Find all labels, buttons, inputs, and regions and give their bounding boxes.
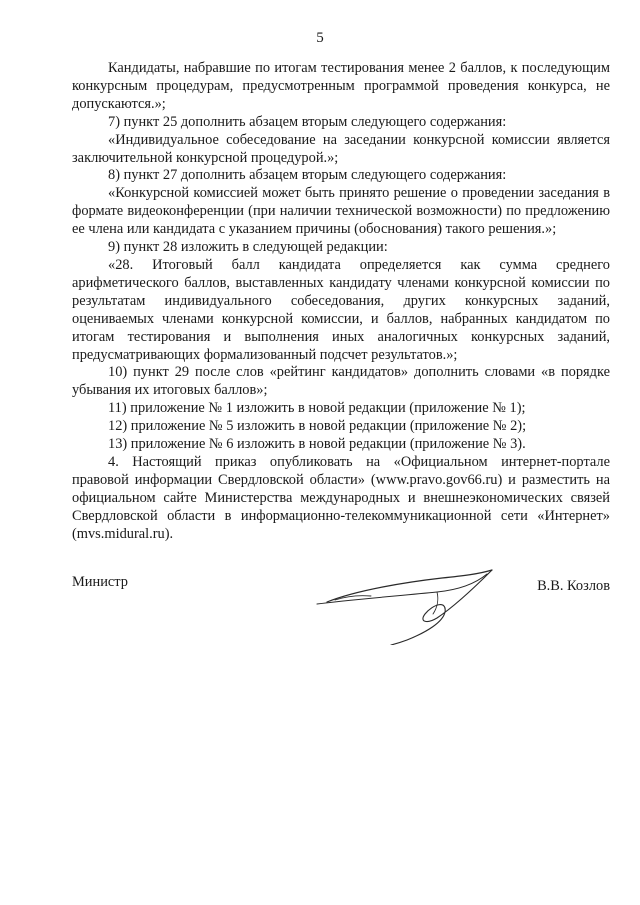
paragraph: 12) приложение № 5 изложить в новой редакции (приложение № 2);	[108, 418, 527, 435]
page-number: 5	[316, 30, 324, 46]
signature-block	[72, 560, 610, 650]
paragraph: 8) пункт 27 дополнить абзацем вторым следующего содержания:	[108, 167, 507, 184]
paragraph: «Индивидуальное собеседование на заседании конкурсной комиссии является заключительной конкурсной процедурой.»;	[72, 131, 610, 166]
signer-name: В.В. Козлов	[537, 578, 610, 594]
paragraph: 9) пункт 28 изложить в следующей редакции:	[108, 239, 388, 256]
signer-title: Министр	[72, 574, 128, 590]
paragraph: Кандидаты, набравшие по итогам тестирования менее 2 баллов, к последующим конкурсным процедурам, предусмотренным программой проведения конкурса, не допускаются.»;	[72, 60, 610, 112]
paragraph: 4. Настоящий приказ опубликовать на «Официальном интернет-портале правовой информации Свердловской области» (www.pravo.gov66.ru) и разместить на официальном сайте Министерства международных и внешнеэкономических связей Свердловской области в информационно-телекоммуникационной сети «Интернет» (mvs.midural.ru).	[72, 453, 610, 542]
paragraph: 11) приложение № 1 изложить в новой редакции (приложение № 1);	[108, 400, 526, 417]
document-body	[72, 60, 610, 543]
paragraph: 7) пункт 25 дополнить абзацем вторым следующего содержания:	[108, 113, 507, 130]
handwritten-signature	[287, 560, 502, 645]
paragraph: 10) пункт 29 после слов «рейтинг кандидатов» дополнить словами «в порядке убывания их итоговых баллов»;	[72, 364, 610, 399]
paragraph: «28. Итоговый балл кандидата определяется как сумма среднего арифметического баллов, выставленных кандидату членами конкурсной комиссии по результатам индивидуального собеседования, других конкурсных заданий, оцениваемых членами конкурсной комиссии, и баллов, набранных кандидатом по итогам тестирования и выполнения иных аналогичных конкурсных заданий, предусматривающих формализованный подсчет результатов.»;	[72, 256, 610, 363]
paragraph: 13) приложение № 6 изложить в новой редакции (приложение № 3).	[108, 436, 526, 453]
paragraph: «Конкурсной комиссией может быть принято решение о проведении заседания в формате видеоконференции (при наличии технической возможности) по предложению ее члена или кандидата с указанием причины (обоснования) такого решения.»;	[72, 185, 610, 238]
